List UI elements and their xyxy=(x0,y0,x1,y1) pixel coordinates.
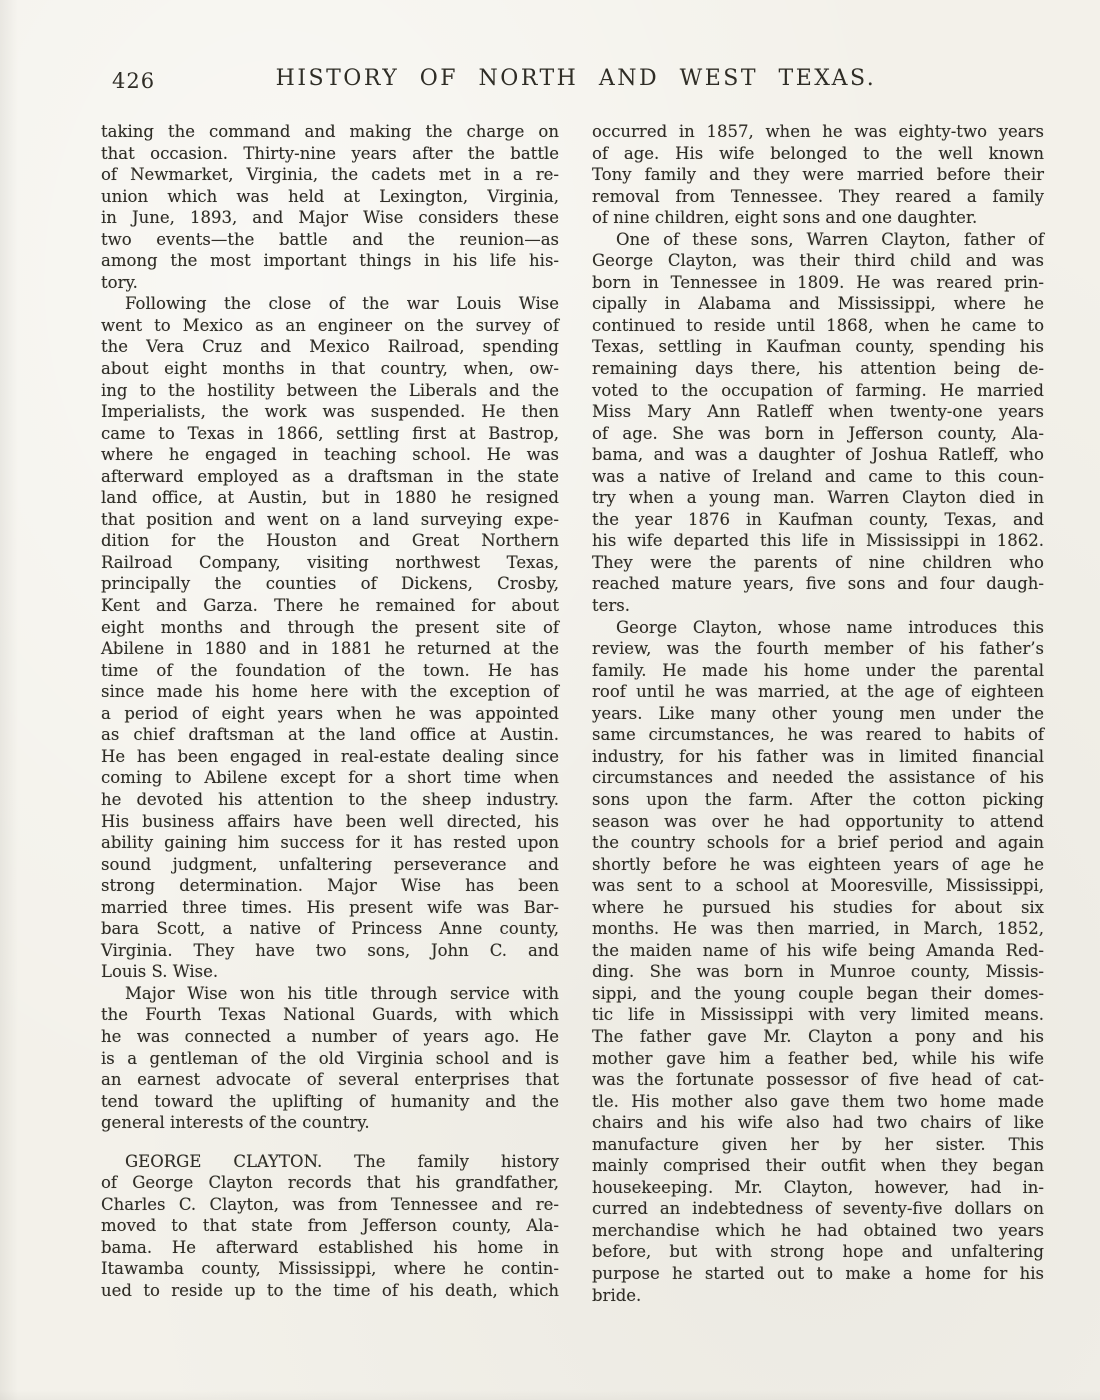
text-line: housekeeping. Mr. Clayton, however, had in- xyxy=(592,1177,1044,1197)
text-line: His business affairs have been well directed, his xyxy=(101,811,559,831)
text-line: sound judgment, unfaltering perseverance and xyxy=(101,854,559,874)
text-line: ued to reside up to the time of his death, which xyxy=(101,1280,559,1300)
text-line: taking the command and making the charge on xyxy=(101,122,559,141)
paragraph xyxy=(101,293,559,983)
text-line: Itawamba county, Mississippi, where he contin- xyxy=(101,1259,559,1279)
text-line: afterward employed as a draftsman in the state xyxy=(101,466,559,486)
text-line: married three times. His present wife was Bar- xyxy=(101,897,559,917)
paragraph xyxy=(101,121,559,293)
text-line: Following the close of the war Louis Wise xyxy=(125,294,559,314)
text-line: Tony family and they were married before their xyxy=(592,165,1044,185)
text-line: ability gaining him success for it has rested upon xyxy=(101,833,559,853)
text-line: that occasion. Thirty-nine years after the battle xyxy=(101,143,559,163)
text-line: curred an indebtedness of seventy-five dollars on xyxy=(592,1199,1044,1219)
text-line: union which was held at Lexington, Virginia, xyxy=(101,186,559,206)
text-line: roof until he was married, at the age of eighteen xyxy=(592,682,1044,702)
text-line: of age. His wife belonged to the well known xyxy=(592,143,1044,163)
text-line: One of these sons, Warren Clayton, father of xyxy=(616,229,1044,249)
text-line: Railroad Company, visiting northwest Texas, xyxy=(101,552,559,572)
text-line: the maiden name of his wife being Amanda Red- xyxy=(592,940,1044,960)
text-line: where he pursued his studies for about six xyxy=(592,897,1044,917)
text-line: was sent to a school at Mooresville, Mississippi, xyxy=(592,876,1044,896)
text-line: principally the counties of Dickens, Crosby, xyxy=(101,574,559,594)
text-line: Louis S. Wise. xyxy=(101,962,219,982)
text-line: GEORGE CLAYTON. The family history xyxy=(125,1151,559,1171)
text-line: sippi, and the young couple began their domes- xyxy=(592,983,1044,1003)
text-line: Virginia. They have two sons, John C. and xyxy=(101,940,559,960)
text-line: family. He made his home under the parental xyxy=(592,660,1044,680)
text-line: George Clayton, was their third child and was xyxy=(592,251,1044,271)
text-line: dition for the Houston and Great Northern xyxy=(101,531,559,551)
left-text-column xyxy=(101,121,559,1302)
text-line: two events—the battle and the reunion—as xyxy=(101,229,559,249)
text-line: in June, 1893, and Major Wise considers these xyxy=(101,208,559,228)
text-line: shortly before he was eighteen years of age he xyxy=(592,854,1044,874)
text-line: voted to the occupation of farming. He married xyxy=(592,380,1044,400)
text-line: he devoted his attention to the sheep industry. xyxy=(101,789,559,809)
text-line: is a gentleman of the old Virginia school and is xyxy=(101,1048,559,1068)
text-line: of nine children, eight sons and one daughter. xyxy=(592,208,978,228)
text-line: remaining days there, his attention being de- xyxy=(592,359,1044,379)
text-line: cipally in Alabama and Mississippi, where he xyxy=(592,294,1044,314)
paragraph xyxy=(101,983,559,1134)
text-line: moved to that state from Jefferson county, Ala- xyxy=(101,1216,559,1236)
text-line: born in Tennessee in 1809. He was reared prin- xyxy=(592,272,1044,292)
text-line: He has been engaged in real-estate dealing since xyxy=(101,746,559,766)
text-line: about eight months in that country, when, ow- xyxy=(101,359,559,379)
text-line: merchandise which he had obtained two years xyxy=(592,1220,1044,1240)
text-line: tend toward the uplifting of humanity and the xyxy=(101,1091,559,1111)
text-line: his wife departed this life in Mississippi in 1862. xyxy=(592,531,1044,551)
text-line: before, but with strong hope and unfaltering xyxy=(592,1242,1044,1262)
text-line: purpose he started out to make a home for his xyxy=(592,1263,1044,1283)
text-line: Imperialists, the work was suspended. He then xyxy=(101,402,559,422)
text-line: years. Like many other young men under the xyxy=(592,703,1044,723)
text-line: went to Mexico as an engineer on the survey of xyxy=(101,315,559,335)
text-line: was the fortunate possessor of five head of cat- xyxy=(592,1070,1044,1090)
text-line: that position and went on a land surveying expe- xyxy=(101,509,559,529)
text-line: Miss Mary Ann Ratleff when twenty-one years xyxy=(592,402,1044,422)
text-line: same circumstances, he was reared to habits of xyxy=(592,725,1044,745)
paragraph xyxy=(592,617,1044,1307)
text-line: mother gave him a feather bed, while his wife xyxy=(592,1048,1044,1068)
text-line: months. He was then married, in March, 1852, xyxy=(592,919,1044,939)
text-line: the year 1876 in Kaufman county, Texas, and xyxy=(592,509,1044,529)
text-line: tic life in Mississippi with very limited means. xyxy=(592,1005,1044,1025)
text-line: as chief draftsman at the land office at Austin. xyxy=(101,725,559,745)
text-line: time of the foundation of the town. He has xyxy=(101,660,559,680)
text-line: of age. She was born in Jefferson county, Ala- xyxy=(592,423,1044,443)
text-line: George Clayton, whose name introduces this xyxy=(616,617,1044,637)
text-line: continued to reside until 1868, when he came to xyxy=(592,315,1044,335)
text-line: tle. His mother also gave them two home made xyxy=(592,1091,1044,1111)
text-line: of George Clayton records that his grandfather, xyxy=(101,1173,559,1193)
text-line: occurred in 1857, when he was eighty-two years xyxy=(592,122,1044,141)
text-line: eight months and through the present site of xyxy=(101,617,559,637)
text-line: among the most important things in his life his- xyxy=(101,251,559,271)
text-line: came to Texas in 1866, settling first at Bastrop, xyxy=(101,423,559,443)
running-header-title: HISTORY OF NORTH AND WEST TEXAS. xyxy=(275,66,877,91)
text-line: where he engaged in teaching school. He was xyxy=(101,445,559,465)
paragraph xyxy=(592,229,1044,617)
text-line: bama, and was a daughter of Joshua Ratleff, who xyxy=(592,445,1044,465)
text-line: Major Wise won his title through service with xyxy=(125,983,559,1003)
text-line: ing to the hostility between the Liberals and the xyxy=(101,380,559,400)
text-line: mainly comprised their outfit when they began xyxy=(592,1156,1044,1176)
text-line: industry, for his father was in limited financial xyxy=(592,746,1044,766)
text-line: was a native of Ireland and came to this coun- xyxy=(592,466,1044,486)
running-head xyxy=(0,66,1100,100)
text-line: tory. xyxy=(101,272,138,292)
text-line: try when a young man. Warren Clayton died in xyxy=(592,488,1044,508)
text-line: bride. xyxy=(592,1285,642,1305)
text-line: removal from Tennessee. They reared a family xyxy=(592,186,1044,206)
text-line: Texas, settling in Kaufman county, spending his xyxy=(592,337,1044,357)
text-line: the country schools for a brief period and again xyxy=(592,833,1044,853)
text-line: chairs and his wife also had two chairs of like xyxy=(592,1113,1044,1133)
text-line: They were the parents of nine children who xyxy=(592,552,1044,572)
text-line: season was over he had opportunity to attend xyxy=(592,811,1044,831)
text-line: the Fourth Texas National Guards, with which xyxy=(101,1005,559,1025)
text-line: strong determination. Major Wise has been xyxy=(101,876,559,896)
text-line: bara Scott, a native of Princess Anne county, xyxy=(101,919,559,939)
text-line: general interests of the country. xyxy=(101,1113,370,1133)
paragraph xyxy=(592,121,1044,229)
text-line: Kent and Garza. There he remained for about xyxy=(101,596,559,616)
text-line: ters. xyxy=(592,596,630,616)
text-line: since made his home here with the exception of xyxy=(101,682,559,702)
text-line: review, was the fourth member of his father’s xyxy=(592,639,1044,659)
text-line: land office, at Austin, but in 1880 he resigned xyxy=(101,488,559,508)
right-text-column xyxy=(592,121,1044,1306)
paragraph xyxy=(101,1151,559,1302)
text-line: ding. She was born in Munroe county, Missis- xyxy=(592,962,1044,982)
text-line: manufacture given her by her sister. This xyxy=(592,1134,1044,1154)
text-line: Charles C. Clayton, was from Tennessee and re- xyxy=(101,1194,559,1214)
text-line: an earnest advocate of several enterprises that xyxy=(101,1070,559,1090)
text-line: bama. He afterward established his home in xyxy=(101,1237,559,1257)
text-line: the Vera Cruz and Mexico Railroad, spending xyxy=(101,337,559,357)
text-line: a period of eight years when he was appointed xyxy=(101,703,559,723)
text-line: Abilene in 1880 and in 1881 he returned at the xyxy=(101,639,559,659)
text-line: reached mature years, five sons and four daugh- xyxy=(592,574,1044,594)
text-line: circumstances and needed the assistance of his xyxy=(592,768,1044,788)
page-number: 426 xyxy=(112,69,156,93)
text-line: he was connected a number of years ago. He xyxy=(101,1026,559,1046)
text-line: sons upon the farm. After the cotton picking xyxy=(592,789,1044,809)
text-line: coming to Abilene except for a short time when xyxy=(101,768,559,788)
text-line: of Newmarket, Virginia, the cadets met in a re- xyxy=(101,165,559,185)
text-line: The father gave Mr. Clayton a pony and his xyxy=(592,1026,1044,1046)
